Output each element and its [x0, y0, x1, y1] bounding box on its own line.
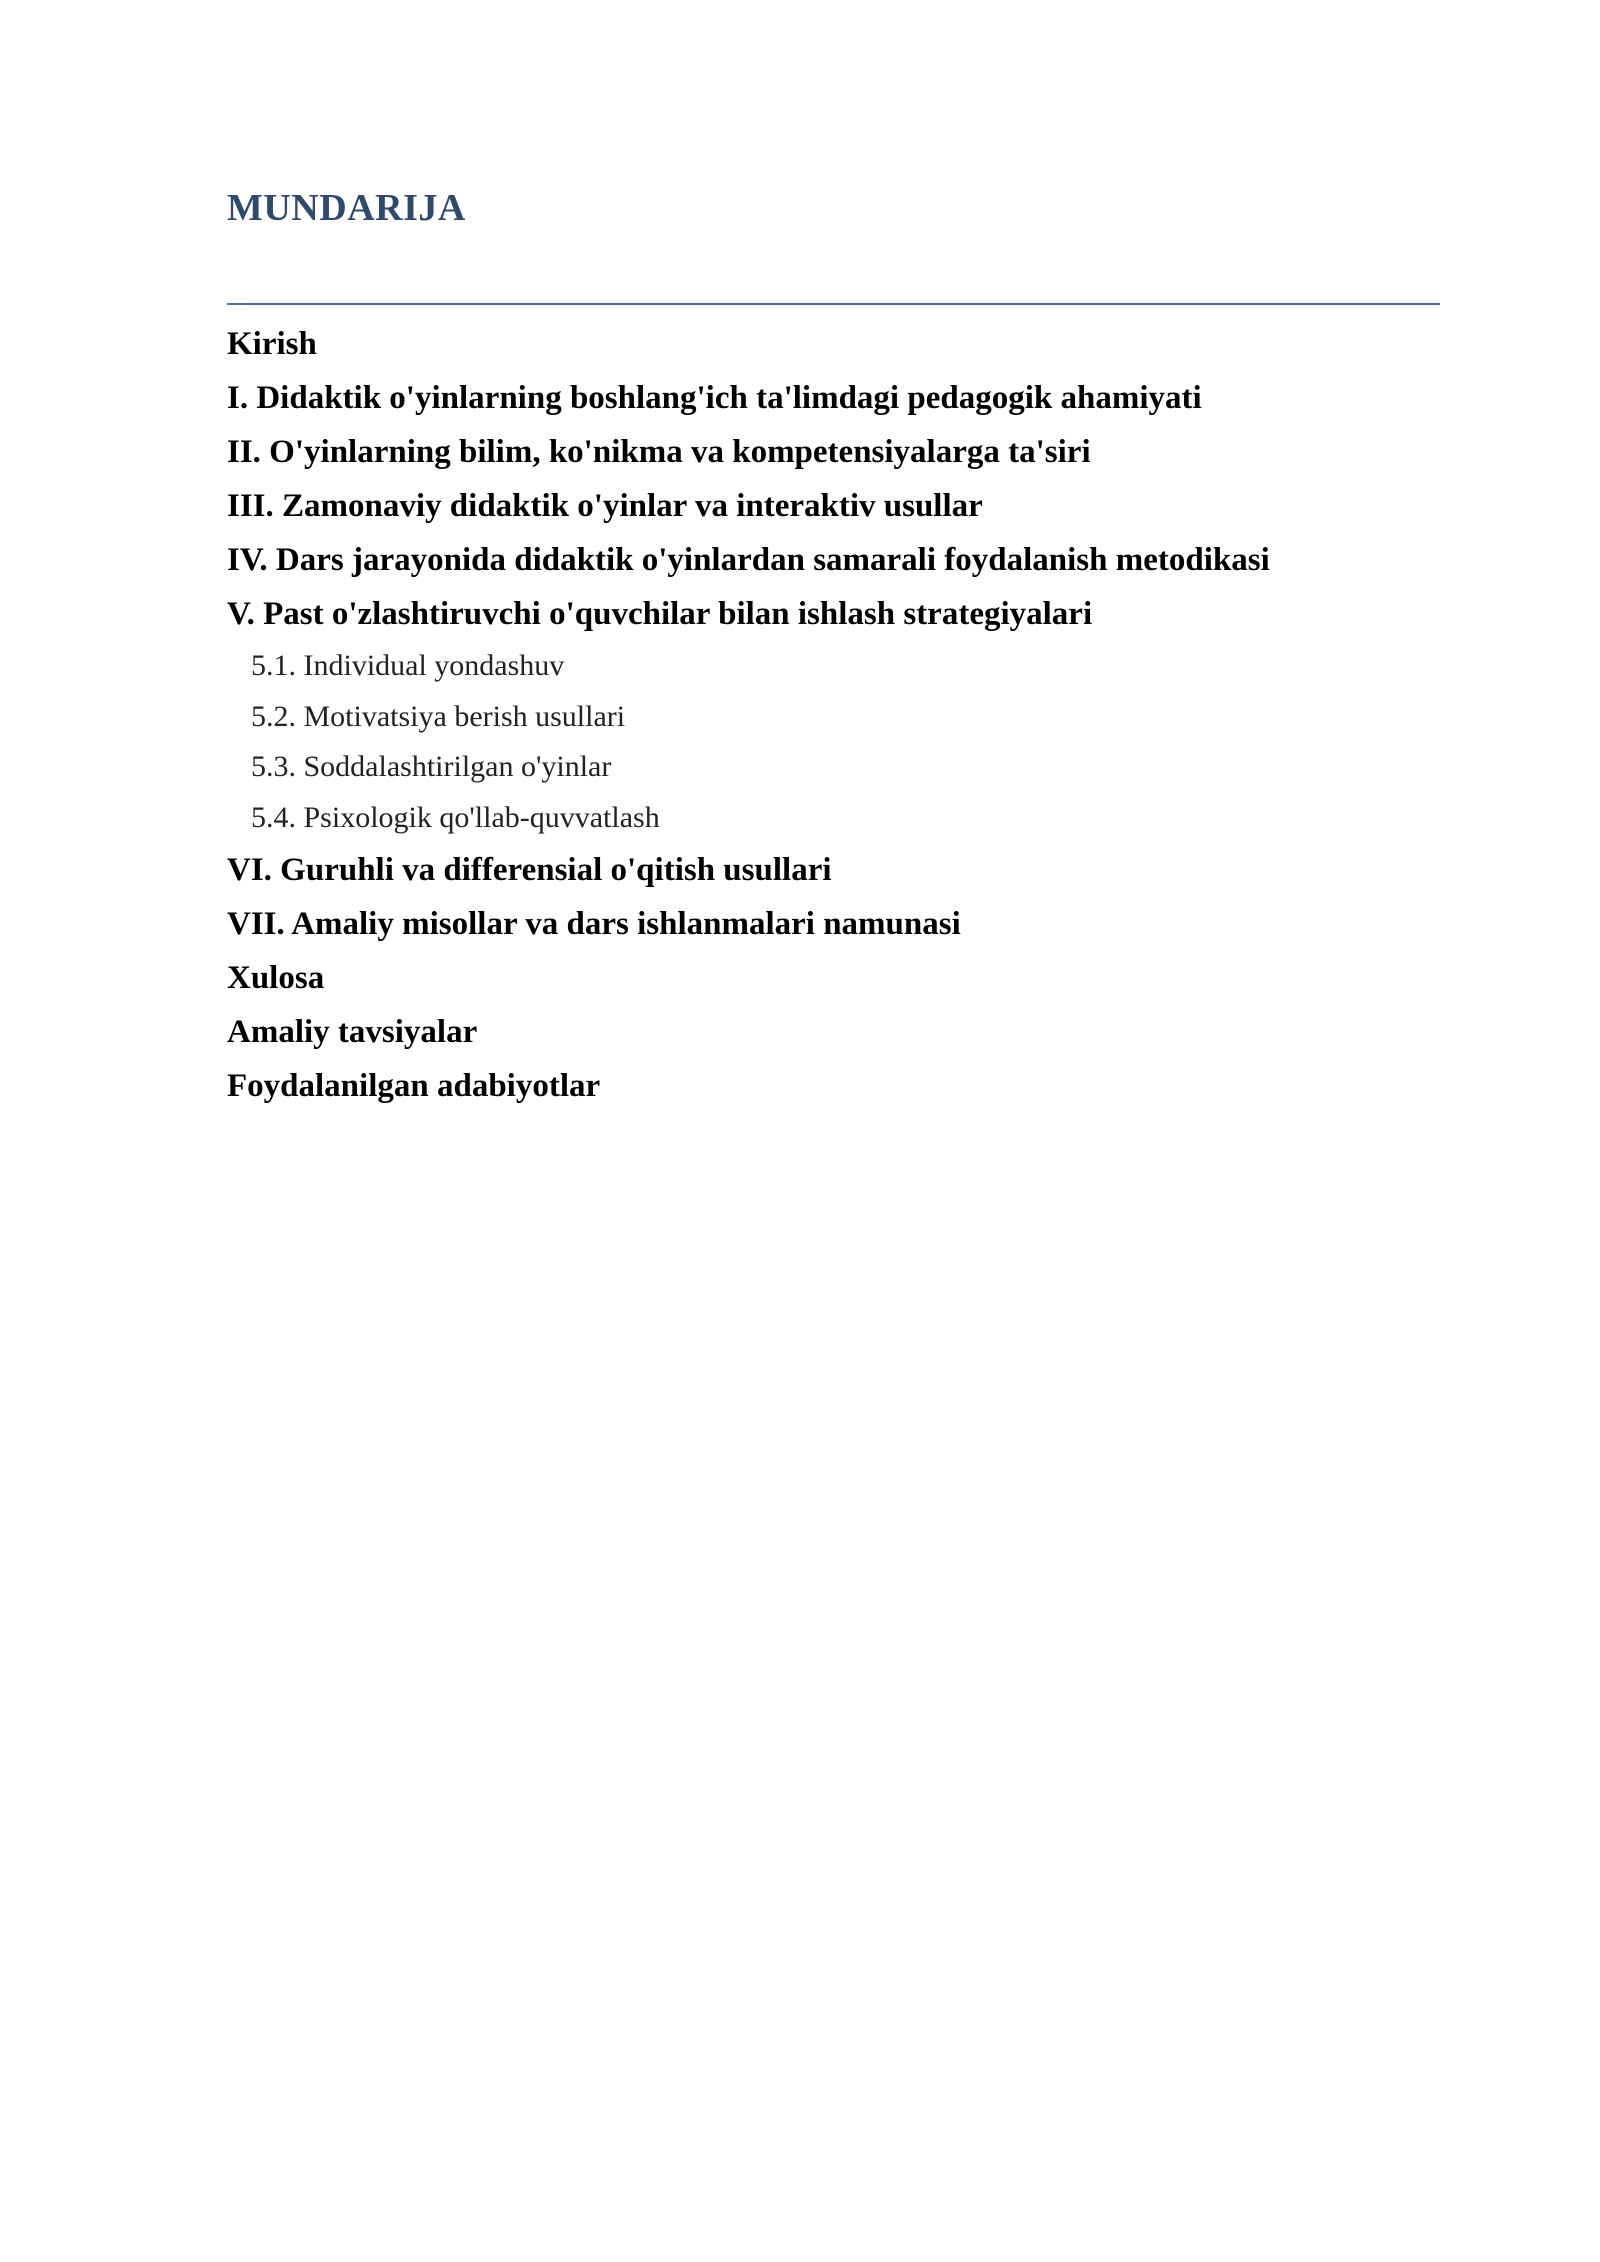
toc-entry-chapter-5: V. Past o'zlashtiruvchi o'quvchilar bilan ishlash strategiyalari	[227, 596, 1093, 632]
toc-entry-chapter-7: VII. Amaliy misollar va dars ishlanmalari namunasi	[227, 906, 961, 942]
table-of-contents	[227, 317, 1440, 1113]
page-title: MUNDARIJA	[227, 187, 466, 229]
heading-divider	[227, 303, 1440, 305]
toc-subentry-5-2: 5.2. Motivatsiya berish usullari	[251, 699, 626, 733]
toc-entry-chapter-4: IV. Dars jarayonida didaktik o'yinlardan samarali foydalanish metodikasi	[227, 542, 1270, 578]
toc-entry-kirish: Kirish	[227, 326, 317, 362]
toc-entry-xulosa: Xulosa	[227, 960, 325, 996]
toc-subentry-5-4: 5.4. Psixologik qo'llab-quvvatlash	[251, 800, 660, 834]
toc-entry-adabiyotlar: Foydalanilgan adabiyotlar	[227, 1068, 601, 1104]
toc-entry-chapter-6: VI. Guruhli va differensial o'qitish usullari	[227, 852, 832, 888]
toc-entry-amaliy-tavsiyalar: Amaliy tavsiyalar	[227, 1014, 478, 1050]
toc-subentry-5-1: 5.1. Individual yondashuv	[251, 649, 565, 682]
toc-subentry-5-3: 5.3. Soddalashtirilgan o'yinlar	[251, 750, 612, 783]
toc-entry-chapter-2: II. O'yinlarning bilim, ko'nikma va kompetensiyalarga ta'siri	[227, 434, 1091, 470]
toc-entry-chapter-1: I. Didaktik o'yinlarning boshlang'ich ta'limdagi pedagogik ahamiyati	[227, 380, 1202, 416]
toc-entry-chapter-3: III. Zamonaviy didaktik o'yinlar va interaktiv usullar	[227, 488, 983, 524]
